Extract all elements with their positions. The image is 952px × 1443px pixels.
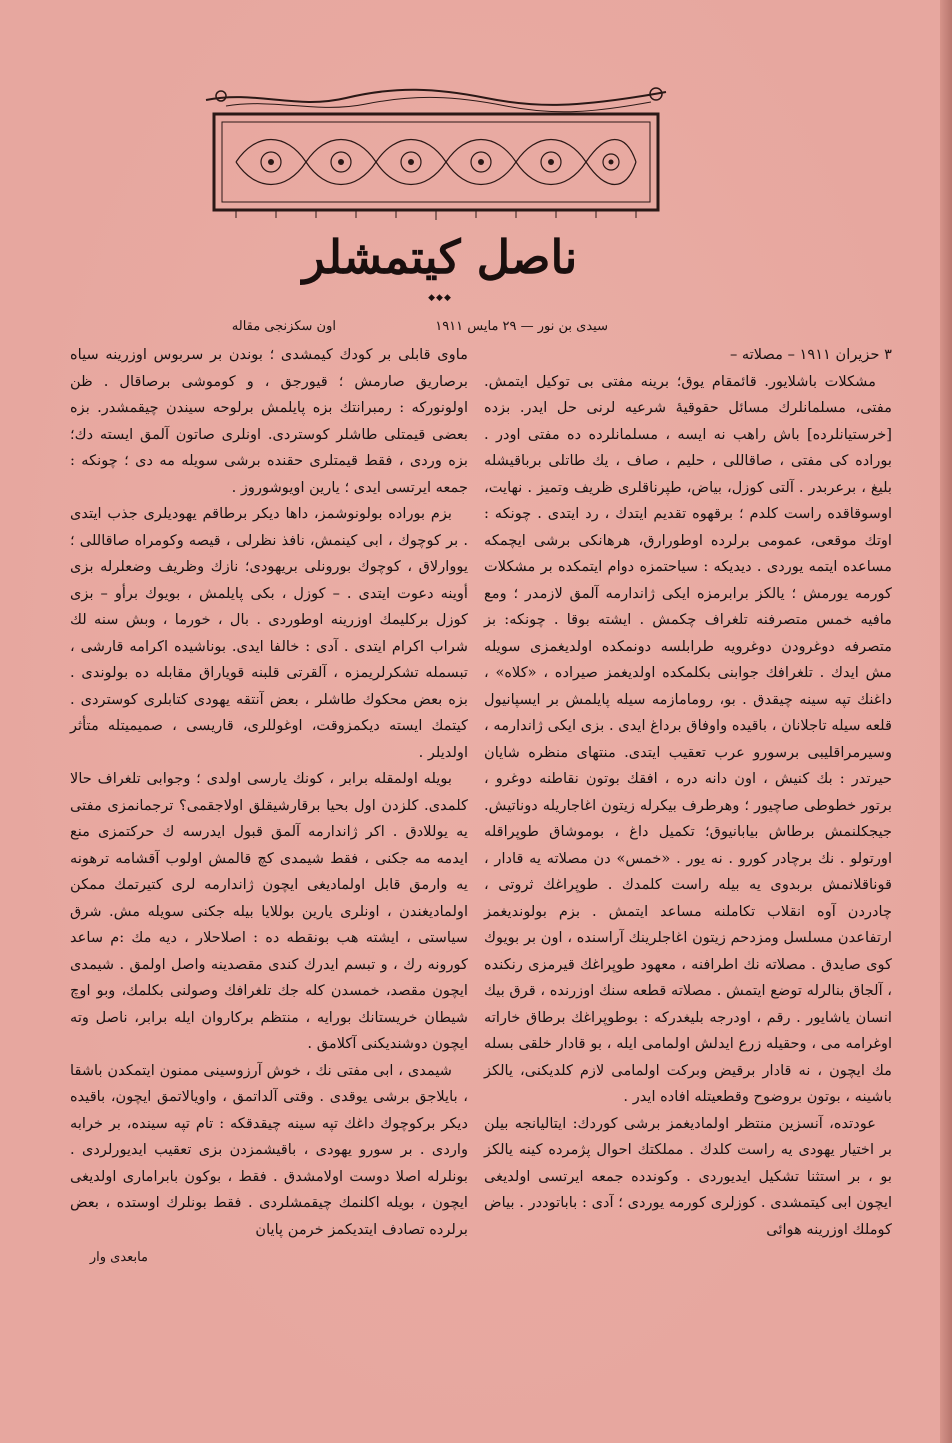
paragraph: عودتده، آنسزين منتظر اولماديغمز برشى كوردك: ايتاليانجه بيلن بر اختيار يهودى يه راست كلدك . مملكتك احوال پژمرده كينه يالكز بو ، بر استثنا تشكيل ايديوردى . وكوندده جمعه ايرتسى اولديغى ايچون ابى كيتمشدى . كوزلرى كورمه يوردى ؛ آدى : باباتوددر . بياض كوملك اوزرينه هوائى (484, 1114, 892, 1238)
article-dateline: سيدى بن نور — ٢٩ مايس ١٩١١ (435, 319, 608, 334)
paragraph: بويله اولمقله برابر ، كونك يارسى اولدى ؛ وجوابى تلغراف حالا كلمدى. كلزدن اول بحيا برقارشيقلق اولاجقمى؟ ترجمانمزى مفتى يه يوللادق . اكر ژاندارمه آلمق قبول ايدرسه ك حركتمزى منع ايدمه مه جكنى ، فقط شيمدى كچ قالمش اولوب آقشامه ترهونه يه وارمق قابل اولماديغى ايچون ژاندارمه لرى كتيرتمك ممكن اولماديغندن ، اونلرى يارين بوللايا بيله جكنى سويله مش. شرق سياستى ، ايشته هب بونقطه ده : اصلاحلار ، ديه مك :م ساعد كورونه رك ، و تبسم ايدرك كندى مقصدينه واصل اولمق . شيمدى ايچون مقصد، خمسدن كله جك تلغرافك وصولنى بكلمك، وبو اوچ شيطان خريستانك بورايه ، منتظم بركاروان ايله برابر، ناصل وته ايچون دوشنديكنى آكلامق . (70, 770, 468, 1052)
text-column-right (484, 342, 892, 1243)
paragraph: بزم بوراده بولونوشمز، داها ديكر برطاقم يهوديلرى جذب ايتدى . بر كوچوك ، ابى كينمش، نافذ نظرلى ، قيصه وكومراه صاقاللى ؛ يووارلاق ، كوچوك بورونلى بريهودى؛ نازك وظريف وضعلرله بزى أوينه دعوت ايتدى . – كوزل ، بكى پايلمش ، بويوك برأو – بزى كوزل بركليمك اوزرينه اوطوردى . بال ، خورما ، وبش سنه لك شراب اكرام ايتدى . آدى : خالفا ايدى. بوناشيده اكرامه قارشى ، تبسمله تشكرلريمزه ، آلقرتى قلبنه قوياراق مقابله ده بولوندى . بزه بعض محكوك طاشلر ، بعض آنتقه يهودى كتابلرى كوستردى . كيتمك ايسته ديكمزوقت، اوغوللرى، قاريسى ، صميميتله متأثر اولديلر . (70, 505, 468, 761)
paragraph: مشكلات باشلايور. قائمقام يوق؛ برینه مفتی بی توكيل ایتمش. مفتی، مسلمانلرك مسائل حقوقیهٔ شرعیه لرنی حل ایدر. بزده [خرستيانلرده] باش راهب نه ايسه ، مسلمانلرده ده مفتى اودر . بوراده كى مفتى ، صاقاللى ، حليم ، صاف ، يك طاتلى برباقيشله بليغ ، برعربدر . آلتى كوزل، بياض، طپرناقلرى ظريف وتميز . نهايت، اوسوقاقده راست كلدم ؛ برقهوه تقديم ايتدك ، رد ايتدى . چونكه : اوتك موقعى، عمومى برلرده اوطورارق، هرهانكى برشى ايچمكه مساعده ایتمه یوردى . ديديكه : سياحتمزه دوام ايتمكده بر مشكلات كورمه يورمش ؛ يالكز برابرمزه ايكى ژاندارمه آلمق لازمدر ؛ ومع مافيه خمس متصرفنه تلغراف چكمش . ايشته بوقا . چونكه: بز متصرفه دوغرودن دوغرويه طرابلسه دونمكده اولديغمزى سويله مش ايدك . تلغرافك جوابنى بكلمكده اولديغمز صيراده ، «كلاه» ، داغنك تپه سينه چيقدق . بو، رومامازمه سيله پايلمش بر ايسپانيول قلعه سيله تاجلانان ، باقيده واوفاق برداغ ايدى . بزى ايكى ژاندارمه ، وسيرمراقليبى برسورو عرب تعقيب ايتدى. منتهاى منظره شايان حيرتدر : بك كنيش ، اون دانه دره ، افقك بوتون نقاطنه دوغرو ، برتور خطوطى صاچيور ؛ وهرطرف بيكرله زيتون اغاجاريله دوناتيش. جيجكلنمش برطاش بيابانيوق؛ تكميل داغ ، بوموشاق طوپراقله اورتولو . نك برچادر كورو . نه يور . «خمس» دن مصلاته يه قادار ، قوناقلانمش بربدوى يه بيله راست كلمدك . طوپراغك ثروتى ، چادردن آوه انقلاب تكاملنه مساعد ايتمش . بزم بولونديغمز ارتفاعدن مسلسل ومزدحم زيتون اغاجلرينك آراسنده ، اون بر بويوك كوى صايدق . مصلاته نك اطرافنه ، معهود طوپراغك قيرمزى رنكنده ، آلجاق بنالرله توضع ايتمش . مصلاته قطعه سنك اوزرنده ، قرق بيك انسان ياشايور . رقم ، اودرجه بليغدركه : بوطوپراغك برطاق خاراته اوغرامه مى ، وحقيله زرع ايدلش اولمامى ايله ، بو قادار خلقى بسله مك ايچون ، نه قادار برقيض وبركت اولمامى لازم كلديكنى، يالكز باشينه ، بوتون بروضوح وقطعيتله افاده ايدر . (484, 372, 892, 1105)
header-ornament (196, 82, 676, 222)
scan-edge (940, 0, 952, 1443)
continuation-note: مابعدى وار (89, 1250, 148, 1265)
article-series-number: اون سكزنجى مقاله (231, 319, 336, 334)
entry-dateline: ٣ حزيران ١٩١١ – مصلاته – (729, 346, 892, 363)
paragraph: شيمدى ، ابى مفتى نك ، خوش آرزوسينى ممنون ايتمكدن باشقا ، بايلاجق برشى يوقدى . وقتى آلداتمق ، واويالاتمق ايچون، باقيده ديكر بركوچوك داغك تپه سينه چيقدقكه : تام تپه سينده، بر خرابه واردى . بر سورو يهودى ، باقيشمزدن بزى تعقيب ايديورلردى . بونلرله اصلا دوست اولامشدق . فقط ، بوكون بابرامارى اولديغى ايچون ، بويله اكلنمك چيقمشلردى . فقط بونلرك اوستده ، بعض برلرده تصادف ايتديكمز خرمن پايان (70, 1061, 468, 1238)
title-divider: ◆◆◆ (428, 293, 452, 303)
article-title: ناصل كيتمشلر (302, 230, 578, 284)
text-column-left (70, 342, 468, 1272)
paragraph: ماوى قابلى بر كودك كيمشدى ؛ بوندن بر سربوس اوزرينه سياه برصاريق صارمش ؛ قيورجق ، و كوموشى برصاقال . ظن اولونوركه : رمبرانتك بزه پايلمش برلوحه سيندن چيقمشدر. بزه بعضى قيمتلى طاشلر كوستردى. اونلرى صاتون آلمق ايسته دك؛ بزه وردى ، فقط قيمتلرى حقنده برشى سويله مه دى ؛ چونكه : جمعه ايرتسى ايدى ؛ يارين اويوشوروز . (70, 346, 468, 496)
